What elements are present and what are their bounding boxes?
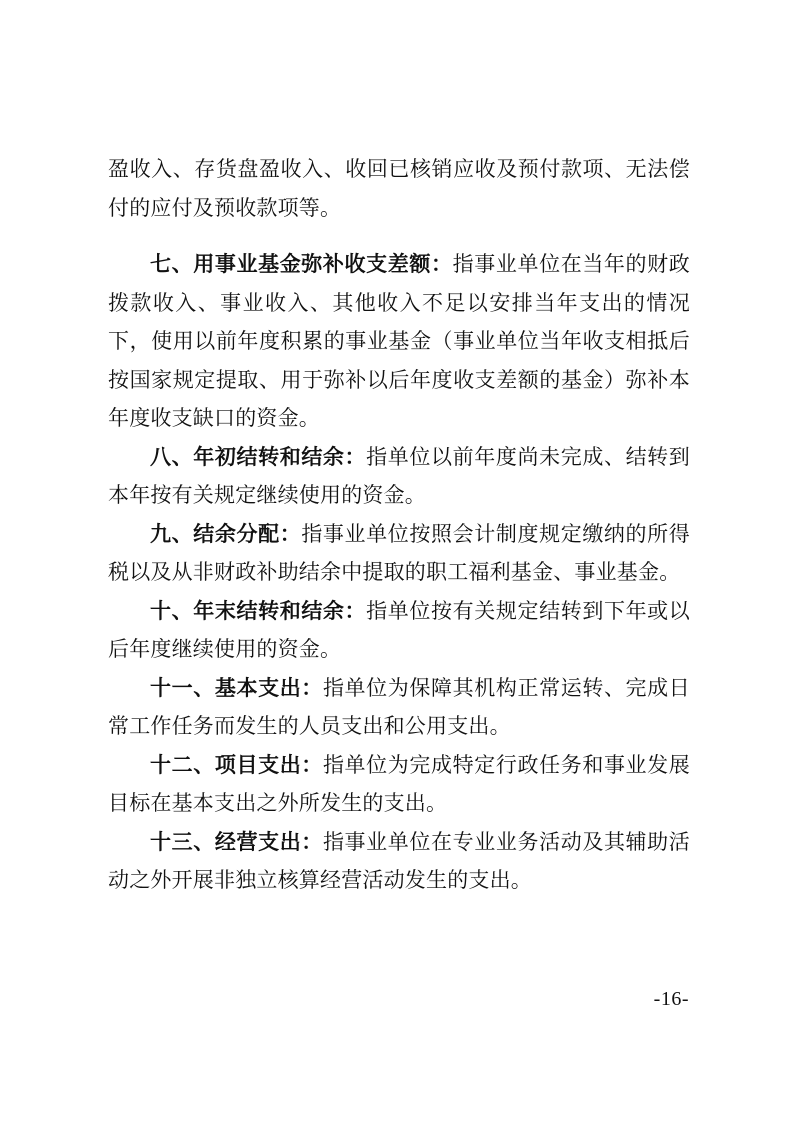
paragraph-heading: 十一、基本支出： (150, 675, 323, 700)
paragraph-heading: 十、年末结转和结余： (150, 598, 367, 623)
paragraph-item-8 (108, 438, 690, 515)
paragraph-text: 指事业单位按照会计制度规定缴纳的所得税以及从非财政补助结余中提取的职工福利基金、事业基金。 (108, 521, 690, 584)
paragraph-heading: 七、用事业基金弥补收支差额： (150, 252, 453, 276)
paragraph-heading: 十三、经营支出： (150, 829, 323, 854)
paragraph-item-7 (108, 245, 690, 438)
paragraph-heading: 八、年初结转和结余： (150, 444, 367, 469)
page-number: -16- (653, 988, 689, 1010)
paragraph-heading: 九、结余分配： (150, 521, 302, 546)
paragraph-text: 指单位按有关规定结转到下年或以后年度继续使用的资金。 (108, 598, 691, 661)
paragraph-item-11 (108, 669, 690, 746)
paragraph-text: 指单位为保障其机构正常运转、完成日常工作任务而发生的人员支出和公用支出。 (108, 675, 690, 738)
paragraph-item-9 (108, 515, 690, 592)
paragraph-item-10 (108, 592, 690, 669)
paragraph-text: 指单位以前年度尚未完成、结转到本年按有关规定继续使用的资金。 (108, 444, 691, 507)
paragraph-text: 指事业单位在当年的财政拨款收入、事业收入、其他收入不足以安排当年支出的情况下，使用以前年度积累的事业基金（事业单位当年收支相抵后按国家规定提取、用于弥补以后年度收支差额的基金）弥补本年度收支缺口的资金。 (108, 252, 690, 430)
paragraph-item-12 (108, 746, 690, 823)
paragraph-text: 指单位为完成特定行政任务和事业发展目标在基本支出之外所发生的支出。 (108, 752, 690, 815)
paragraph-continuation (108, 150, 690, 227)
paragraph-heading: 十二、项目支出： (150, 752, 323, 777)
paragraph-text: 指事业单位在专业业务活动及其辅助活动之外开展非独立核算经营活动发生的支出。 (108, 829, 690, 892)
paragraph-text: 盈收入、存货盘盈收入、收回已核销应收及预付款项、无法偿付的应付及预收款项等。 (108, 157, 690, 220)
document-body (108, 150, 690, 900)
paragraph-item-13 (108, 823, 690, 900)
